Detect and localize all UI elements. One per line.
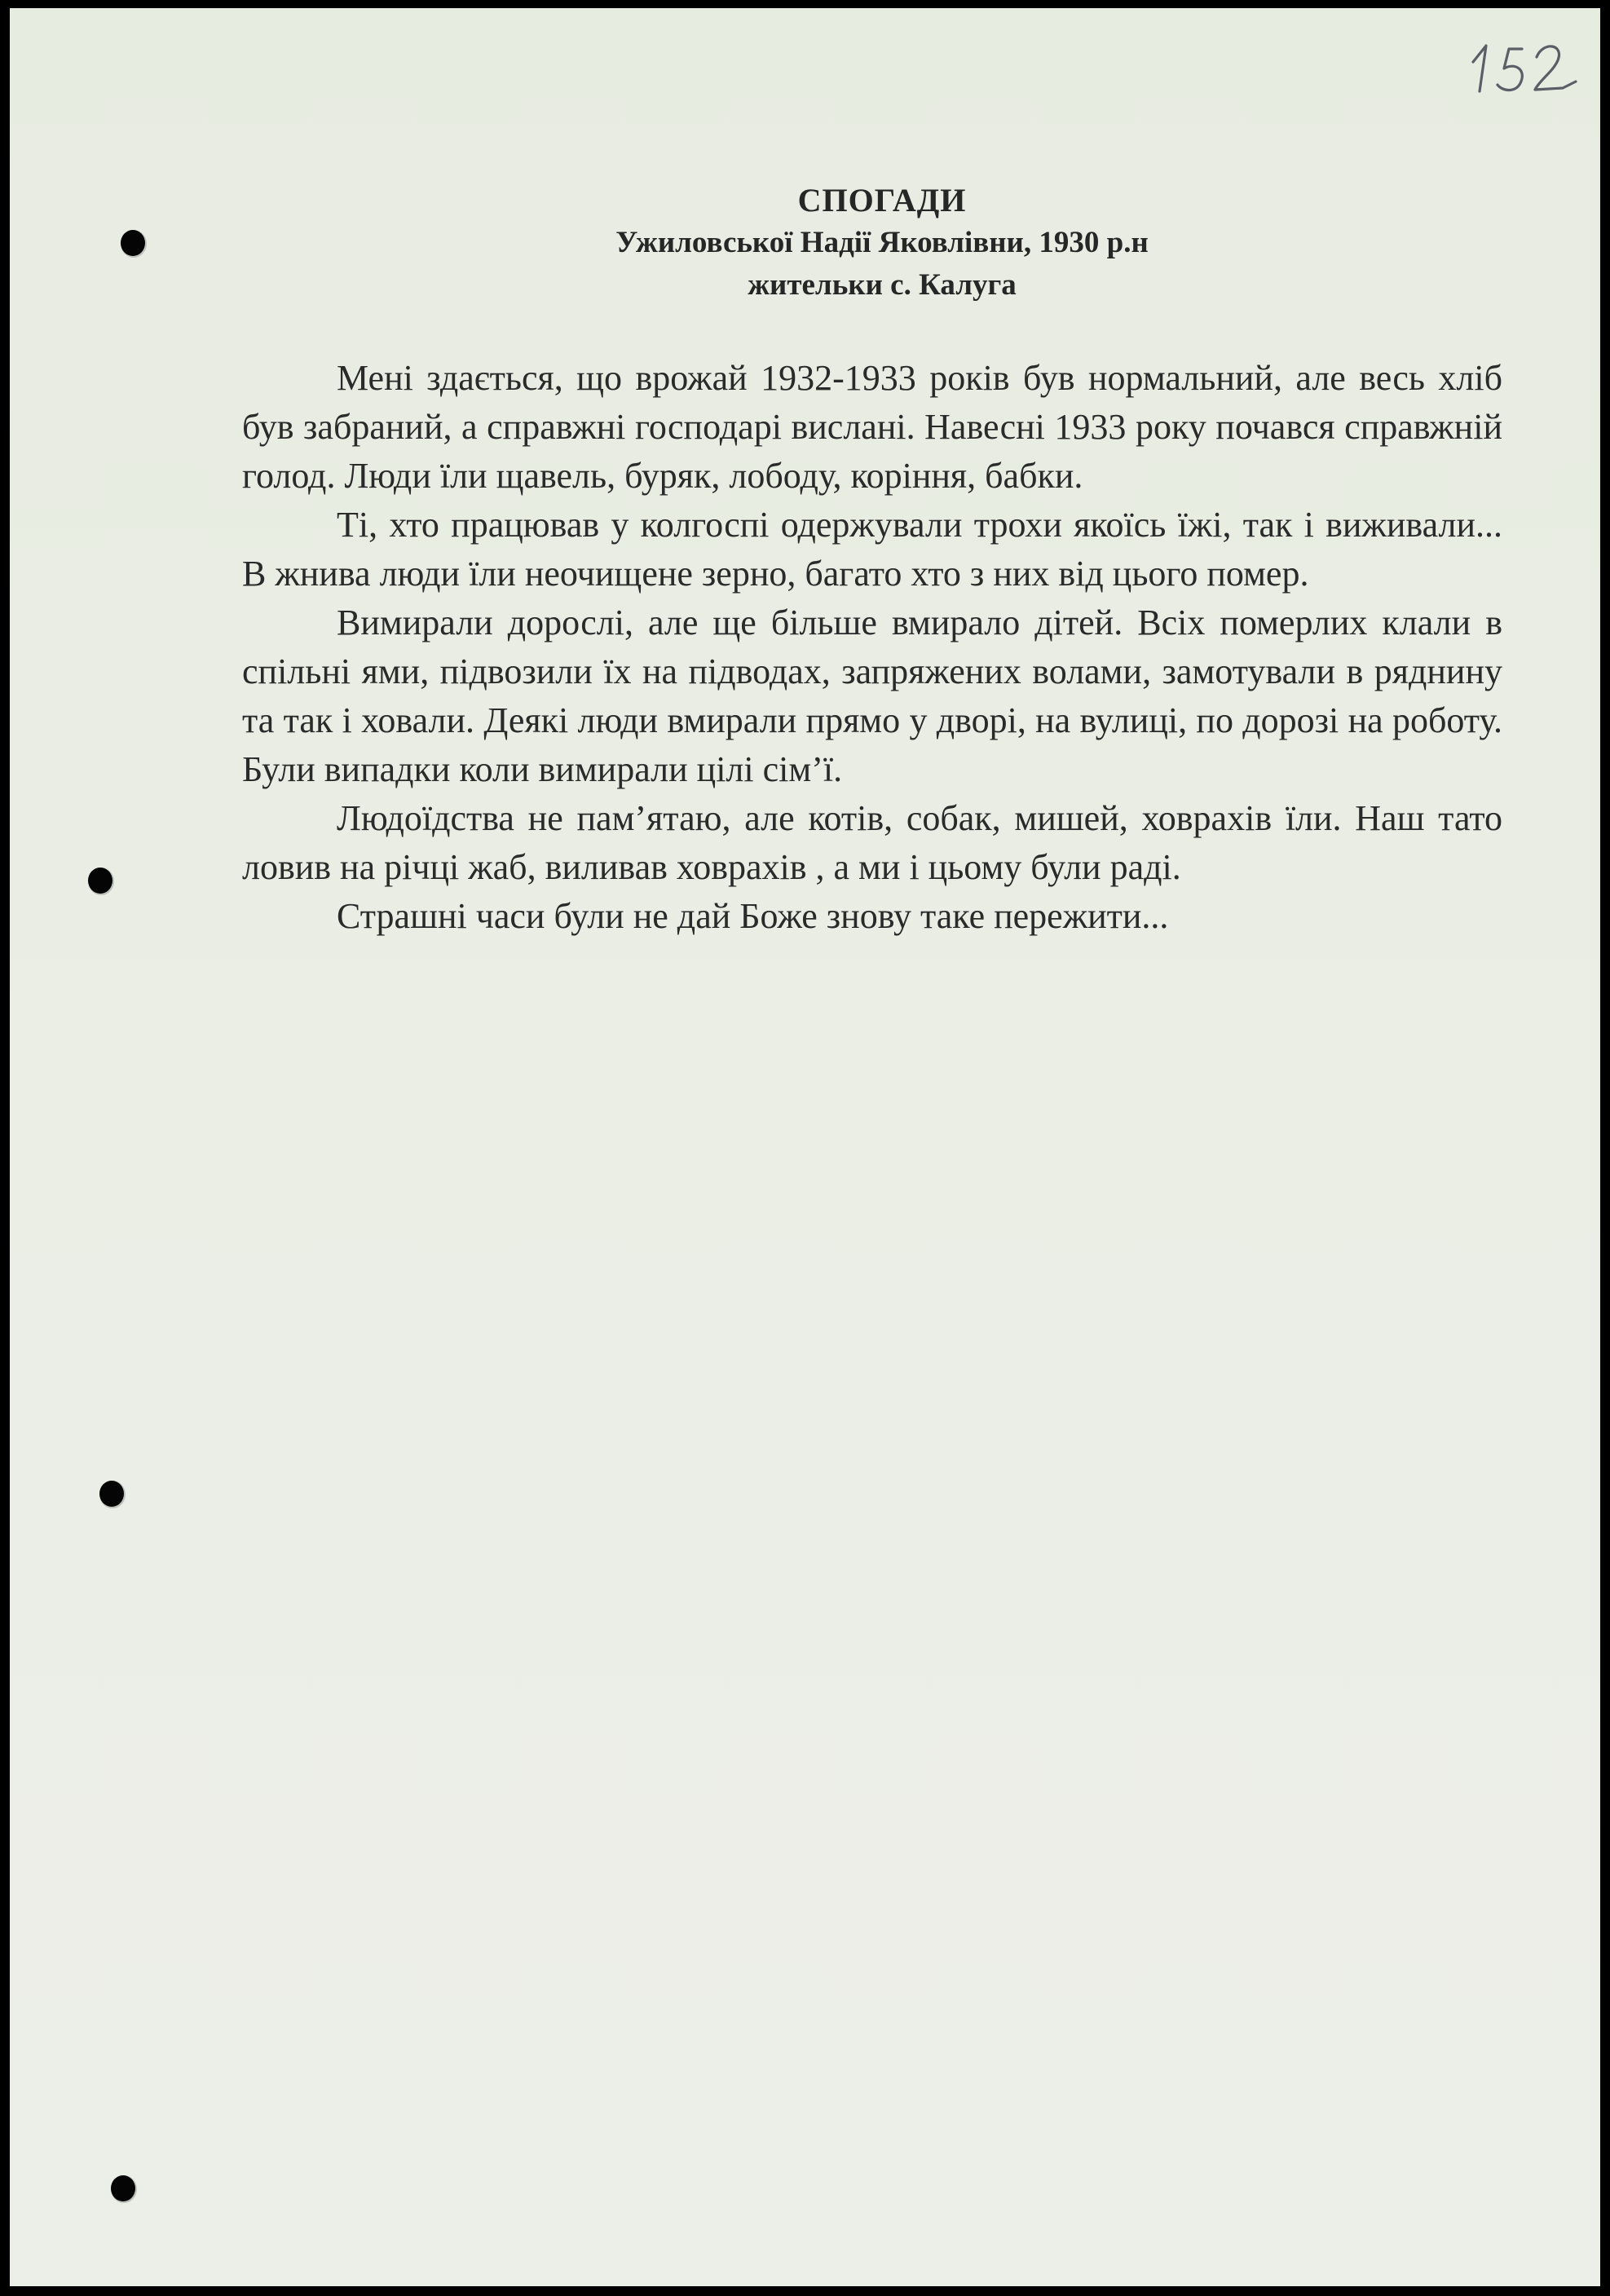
punch-hole-4	[111, 2175, 135, 2201]
punch-hole-2	[88, 868, 112, 894]
punch-hole-1	[121, 230, 145, 256]
document-header	[254, 179, 1510, 307]
paragraph-3: Вимирали дорослі, але ще більше вмирало дітей. Всіх померлих клали в спільні ями, підвозили їх на підводах, запряжених волами, замотували в ряднину та так і ховали. Деякі люди вмирали прямо у дворі, на вулиці, по дорозі на роботу. Були випадки коли вимирали цілі сім’ї.	[242, 603, 1502, 789]
memoir-body	[242, 354, 1502, 941]
paragraph-5: Страшні часи були не дай Боже знову таке пережити...	[337, 896, 1169, 936]
punch-hole-3	[99, 1481, 124, 1507]
paragraph-4: Людоїдства не пам’ятаю, але котів, собак, мишей, ховрахів їли. Наш тато ловив на річці жаб, виливав ховрахів , а ми і цьому були раді.	[242, 798, 1502, 887]
document-page	[10, 8, 1600, 2286]
author-name-line: Ужиловської Надії Яковлівни, 1930 р.н	[615, 226, 1149, 259]
handwritten-page-number	[1465, 28, 1587, 101]
paragraph-1: Мені здається, що врожай 1932-1933 років був нормальний, але весь хліб був забраний, а справжні господарі вислані. Навесні 1933 року почався справжній голод. Люди їли щавель, буряк, лободу, коріння, бабки.	[242, 358, 1502, 496]
paragraph-2: Ті, хто працював у колгоспі одержували трохи якоїсь їжі, так і виживали... В жнива люди їли неочищене зерно, багато хто з них від цього помер.	[242, 505, 1502, 594]
document-title: СПОГАДИ	[797, 182, 967, 219]
author-residence-line: жительки с. Калуга	[748, 268, 1017, 302]
